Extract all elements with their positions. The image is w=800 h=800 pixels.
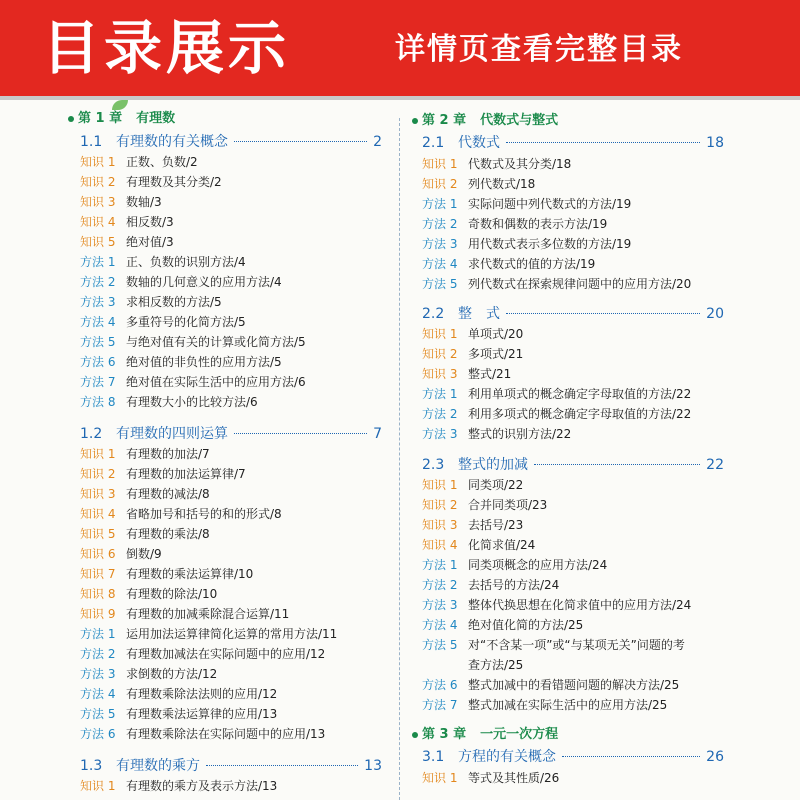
section-number: 1.2	[80, 426, 103, 442]
item-text: 有理数的减法/8	[126, 487, 210, 501]
chapter-heading	[68, 110, 175, 128]
toc-item	[422, 675, 679, 695]
item-tag: 知识 1	[422, 327, 458, 341]
section-title: 整式的加减	[458, 457, 528, 473]
section-page: 2	[373, 134, 382, 150]
item-tag: 方法 5	[422, 638, 458, 652]
toc-item	[80, 212, 174, 232]
item-text: 有理数乘除法法则的应用/12	[126, 687, 278, 701]
toc-item	[422, 768, 559, 788]
item-text: 求倒数的方法/12	[126, 667, 218, 681]
toc-item	[80, 312, 246, 332]
dot-leader	[234, 141, 367, 142]
item-tag: 方法 3	[422, 237, 458, 251]
item-text: 多重符号的化简方法/5	[126, 315, 246, 329]
item-tag: 方法 3	[422, 598, 458, 612]
dot-leader	[534, 464, 700, 465]
toc-item	[422, 324, 523, 344]
item-text: 有理数的加减乘除混合运算/11	[126, 607, 290, 621]
item-tag: 知识 3	[80, 195, 116, 209]
toc-item	[422, 515, 523, 535]
chapter-number: 第 2 章	[422, 113, 467, 128]
item-text: 整式的识别方法/22	[468, 427, 572, 441]
item-tag: 方法 5	[80, 335, 116, 349]
chapter-heading	[412, 726, 558, 744]
section-title: 有理数的四则运算	[116, 426, 228, 442]
item-tag: 知识 4	[422, 538, 458, 552]
item-text: 单项式/20	[468, 327, 524, 341]
item-tag: 方法 4	[422, 618, 458, 632]
section-title: 有理数的有关概念	[116, 134, 228, 150]
toc-item	[80, 504, 282, 524]
toc-item	[422, 475, 523, 495]
chapter-name: 代数式与整式	[480, 113, 559, 128]
item-tag: 知识 3	[422, 518, 458, 532]
toc-item	[80, 152, 198, 172]
toc-item	[422, 695, 667, 715]
toc-item	[80, 392, 258, 412]
item-text: 整式/21	[468, 367, 512, 381]
toc-item	[422, 254, 595, 274]
toc-item	[422, 404, 691, 424]
item-tag: 知识 2	[422, 498, 458, 512]
item-tag: 方法 2	[422, 217, 458, 231]
toc-item	[422, 555, 607, 575]
toc-item	[80, 372, 306, 392]
item-text: 求相反数的方法/5	[126, 295, 222, 309]
item-tag: 知识 1	[80, 155, 116, 169]
item-tag: 方法 7	[422, 698, 458, 712]
item-text: 有理数的加法运算律/7	[126, 467, 246, 481]
item-text: 去括号/23	[468, 518, 524, 532]
toc-item	[422, 575, 559, 595]
item-tag: 知识 2	[422, 177, 458, 191]
toc-item	[422, 274, 691, 294]
toc-right-column	[400, 100, 800, 800]
section-page: 7	[373, 426, 382, 442]
item-tag: 方法 4	[80, 315, 116, 329]
item-tag: 方法 5	[422, 277, 458, 291]
item-text: 奇数和偶数的表示方法/19	[468, 217, 608, 231]
item-text: 整体代换思想在化简求值中的应用方法/24	[468, 598, 692, 612]
section-page: 20	[706, 306, 724, 322]
toc-item	[80, 464, 246, 484]
toc-item	[422, 535, 535, 555]
item-text: 有理数的除法/10	[126, 587, 218, 601]
toc-item	[80, 524, 210, 544]
section-title: 代数式	[458, 135, 500, 151]
section-heading	[422, 747, 724, 767]
item-text: 同类项概念的应用方法/24	[468, 558, 608, 572]
toc-item	[80, 484, 210, 504]
item-tag: 知识 1	[422, 157, 458, 171]
item-tag: 知识 4	[80, 507, 116, 521]
section-page: 22	[706, 457, 724, 473]
item-text: 列代数式/18	[468, 177, 536, 191]
item-text: 有理数大小的比较方法/6	[126, 395, 258, 409]
section-title: 整 式	[458, 306, 500, 322]
item-tag: 知识 3	[422, 367, 458, 381]
item-tag: 方法 3	[80, 295, 116, 309]
section-heading	[422, 455, 724, 475]
section-title: 有理数的乘方	[116, 758, 200, 774]
item-tag: 知识 1	[80, 447, 116, 461]
item-tag: 方法 2	[422, 578, 458, 592]
item-text: 绝对值在实际生活中的应用方法/6	[126, 375, 306, 389]
item-tag: 知识 7	[80, 567, 116, 581]
item-text: 求代数式的值的方法/19	[468, 257, 596, 271]
toc-item	[422, 615, 583, 635]
item-text: 倒数/9	[126, 547, 162, 561]
toc-item	[422, 194, 631, 214]
item-text: 绝对值/3	[126, 235, 174, 249]
toc-item	[80, 252, 246, 272]
toc-item	[80, 584, 217, 604]
item-text: 有理数加减法在实际问题中的应用/12	[126, 647, 326, 661]
item-text: 用代数式表示多位数的方法/19	[468, 237, 632, 251]
item-tag: 知识 3	[80, 487, 116, 501]
toc-item	[422, 174, 535, 194]
toc-item	[80, 352, 282, 372]
item-tag: 知识 8	[80, 587, 116, 601]
section-title: 方程的有关概念	[458, 749, 556, 765]
item-tag: 知识 1	[80, 779, 116, 793]
toc-item	[80, 624, 337, 644]
toc-item	[80, 544, 162, 564]
item-tag: 方法 3	[80, 667, 116, 681]
item-tag: 知识 2	[80, 467, 116, 481]
item-tag: 方法 3	[422, 427, 458, 441]
section-number: 2.1	[422, 135, 445, 151]
item-text: 有理数及其分类/2	[126, 175, 222, 189]
section-page: 18	[706, 135, 724, 151]
item-tag: 知识 2	[422, 347, 458, 361]
item-text: 数轴/3	[126, 195, 162, 209]
item-tag: 方法 1	[422, 197, 458, 211]
item-text: 有理数的加法/7	[126, 447, 210, 461]
toc-item	[80, 684, 277, 704]
toc-item	[422, 214, 607, 234]
item-tag: 方法 1	[80, 627, 116, 641]
dot-leader	[506, 313, 700, 314]
chapter-name: 一元一次方程	[480, 727, 559, 742]
item-text: 省略加号和括号的和的形式/8	[126, 507, 282, 521]
item-text: 有理数的乘法/8	[126, 527, 210, 541]
bullet-icon	[412, 732, 418, 738]
item-text: 等式及其性质/26	[468, 771, 560, 785]
item-tag: 方法 1	[422, 558, 458, 572]
toc-item	[422, 424, 571, 444]
item-text: 数轴的几何意义的应用方法/4	[126, 275, 282, 289]
bullet-icon	[68, 116, 74, 122]
section-heading	[80, 132, 382, 152]
item-text: 对“不含某一项”或“与某项无关”问题的考	[468, 638, 685, 652]
item-text: 正数、负数/2	[126, 155, 198, 169]
item-text: 有理数乘除法在实际问题中的应用/13	[126, 727, 326, 741]
item-tag: 知识 4	[80, 215, 116, 229]
chapter-number: 第 3 章	[422, 727, 467, 742]
item-text: 绝对值的非负性的应用方法/5	[126, 355, 282, 369]
section-heading	[422, 304, 724, 324]
toc-item	[80, 664, 217, 684]
toc-item	[422, 364, 511, 384]
toc-item	[80, 704, 277, 724]
toc-item	[80, 724, 325, 744]
toc-item	[80, 172, 222, 192]
section-number: 1.3	[80, 758, 103, 774]
item-text: 利用单项式的概念确定字母取值的方法/22	[468, 387, 692, 401]
dot-leader	[506, 142, 700, 143]
toc-item	[80, 564, 253, 584]
item-text: 有理数的乘法运算律/10	[126, 567, 254, 581]
section-number: 3.1	[422, 749, 445, 765]
item-text: 有理数乘法运算律的应用/13	[126, 707, 278, 721]
item-text: 去括号的方法/24	[468, 578, 560, 592]
item-text: 同类项/22	[468, 478, 524, 492]
item-tag: 方法 7	[80, 375, 116, 389]
toc-item	[422, 154, 571, 174]
toc-item	[422, 495, 547, 515]
toc-item	[80, 232, 174, 252]
section-number: 2.2	[422, 306, 445, 322]
toc-item	[80, 292, 222, 312]
chapter-heading	[412, 112, 558, 130]
item-tag: 知识 5	[80, 235, 116, 249]
item-text: 有理数的乘方及表示方法/13	[126, 779, 278, 793]
section-heading	[80, 424, 382, 444]
header-banner	[0, 0, 800, 96]
toc-item	[80, 192, 162, 212]
item-text: 整式加减在实际生活中的应用方法/25	[468, 698, 668, 712]
item-tag: 知识 1	[422, 478, 458, 492]
item-tag: 方法 1	[422, 387, 458, 401]
item-text: 与绝对值有关的计算或化简方法/5	[126, 335, 306, 349]
section-heading	[80, 756, 382, 776]
dot-leader	[234, 433, 367, 434]
section-number: 2.3	[422, 457, 445, 473]
toc-item	[422, 384, 691, 404]
chapter-name: 有理数	[136, 111, 176, 126]
item-text: 正、负数的识别方法/4	[126, 255, 246, 269]
toc-item	[80, 272, 282, 292]
item-text: 多项式/21	[468, 347, 524, 361]
item-tag: 知识 6	[80, 547, 116, 561]
item-text: 运用加法运算律简化运算的常用方法/11	[126, 627, 338, 641]
bullet-icon	[412, 118, 418, 124]
item-text: 化简求值/24	[468, 538, 536, 552]
item-text: 合并同类项/23	[468, 498, 548, 512]
toc-item	[80, 444, 210, 464]
toc-item	[80, 332, 306, 352]
toc-item	[422, 595, 691, 615]
item-tag: 方法 5	[80, 707, 116, 721]
section-page: 26	[706, 749, 724, 765]
item-text: 列代数式在探索规律问题中的应用方法/20	[468, 277, 692, 291]
item-tag: 方法 6	[80, 727, 116, 741]
banner-subtitle: 详情页查看完整目录	[395, 32, 683, 67]
item-tag: 方法 8	[80, 395, 116, 409]
chapter-number: 第 1 章	[78, 111, 123, 126]
item-text: 利用多项式的概念确定字母取值的方法/22	[468, 407, 692, 421]
item-tag: 知识 2	[80, 175, 116, 189]
section-page: 13	[364, 758, 382, 774]
section-heading	[422, 133, 724, 153]
item-text: 代数式及其分类/18	[468, 157, 572, 171]
item-tag: 方法 4	[422, 257, 458, 271]
item-tag: 知识 1	[422, 771, 458, 785]
item-text: 绝对值化简的方法/25	[468, 618, 584, 632]
item-tag: 方法 6	[80, 355, 116, 369]
item-tag: 方法 4	[80, 687, 116, 701]
item-tag: 方法 2	[80, 275, 116, 289]
toc-item	[422, 344, 523, 364]
section-number: 1.1	[80, 134, 103, 150]
toc-item	[422, 655, 523, 675]
toc-item	[80, 604, 289, 624]
item-text: 相反数/3	[126, 215, 174, 229]
item-tag: 方法 2	[422, 407, 458, 421]
item-text: 实际问题中列代数式的方法/19	[468, 197, 632, 211]
dot-leader	[562, 756, 700, 757]
toc-item	[80, 776, 277, 796]
toc-item	[422, 635, 685, 655]
dot-leader	[206, 765, 358, 766]
toc-left-column	[0, 100, 400, 800]
banner-title: 目录展示	[42, 14, 291, 82]
toc-item	[80, 644, 325, 664]
item-tag: 方法 1	[80, 255, 116, 269]
item-tag: 方法 2	[80, 647, 116, 661]
item-text: 整式加减中的看错题问题的解决方法/25	[468, 678, 680, 692]
toc-item	[422, 234, 631, 254]
item-tag: 知识 9	[80, 607, 116, 621]
item-tag: 知识 5	[80, 527, 116, 541]
item-tag: 方法 6	[422, 678, 458, 692]
item-text: 查方法/25	[468, 658, 524, 672]
